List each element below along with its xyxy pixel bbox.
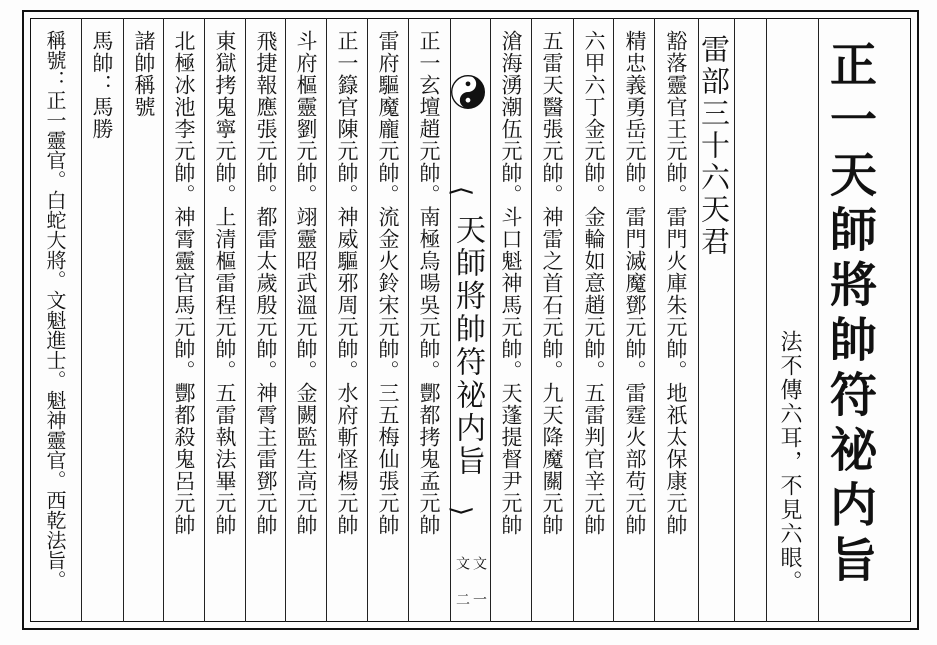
- left-page-label: 文: [454, 556, 470, 570]
- column-rule: [531, 18, 532, 622]
- text-column: 精忠義勇岳元帥。雷門滅魔鄧元帥。雷霆火部苟元帥: [623, 30, 647, 536]
- column-rule: [285, 18, 286, 622]
- column-rule: [326, 18, 327, 622]
- text-column-titles-heading: 諸帥稱號: [132, 30, 156, 118]
- page-title: 正一天師將帥符祕内旨: [822, 40, 877, 590]
- text-column-titles-list: 稱號：正一靈官。白蛇大將。文魁進士。魁神靈官。西乾法旨。: [43, 30, 67, 590]
- column-rule: [734, 18, 735, 622]
- text-column: 正一籙官陳元帥。神威驅邪周元帥。水府斬怪楊元帥: [335, 30, 359, 536]
- text-column: 六甲六丁金元帥。金輪如意趙元帥。五雷判官辛元帥: [582, 30, 606, 536]
- column-rule: [245, 18, 246, 622]
- chevron-top-icon: ⟨: [446, 185, 477, 197]
- column-rule: [613, 18, 614, 622]
- page-subtitle: 法不傳六耳，不見六眼。: [777, 330, 802, 594]
- book-title: 天師將帥符祕内旨: [450, 214, 485, 478]
- text-column: 東獄拷鬼寧元帥。上清樞雷程元帥。五雷執法畢元帥: [213, 30, 237, 536]
- column-rule: [766, 18, 767, 622]
- right-page-number: 一: [471, 592, 487, 606]
- text-column: 滄海湧潮伍元帥。斗口魁神馬元帥。天蓬提督尹元帥: [499, 30, 523, 536]
- yin-yang-icon: [451, 75, 485, 109]
- text-column: 五雷天醫張元帥。神雷之首石元帥。九天降魔關元帥: [540, 30, 564, 536]
- column-rule: [654, 18, 655, 622]
- text-column: 斗府樞靈劉元帥。翊靈昭武溫元帥。金闕監生高元帥: [294, 30, 318, 536]
- column-rule: [408, 18, 409, 622]
- column-rule: [123, 18, 124, 622]
- text-column: 北極冰池李元帥。神霄靈官馬元帥。酆都殺鬼呂元帥: [172, 30, 196, 536]
- column-rule: [367, 18, 368, 622]
- column-rule: [163, 18, 164, 622]
- chevron-bottom-icon: ⟩: [446, 505, 477, 517]
- column-rule: [573, 18, 574, 622]
- column-rule: [490, 18, 491, 622]
- column-rule: [204, 18, 205, 622]
- text-column: 飛捷報應張元帥。都雷太歲殷元帥。神霄主雷鄧元帥: [254, 30, 278, 536]
- text-column: 雷府驅魔龐元帥。流金火鈴宋元帥。三五梅仙張元帥: [376, 30, 400, 536]
- column-rule: [818, 18, 819, 622]
- column-rule: [81, 18, 82, 622]
- section-title: 雷部三十六天君: [697, 34, 731, 258]
- text-column: 正一玄壇趙元帥。南極烏暘吳元帥。酆都拷鬼孟元帥: [417, 30, 441, 536]
- left-page-number: 二: [454, 592, 470, 606]
- text-column-ma: 馬帥：馬勝: [90, 30, 114, 140]
- text-column: 豁落靈官王元帥。雷門火庫朱元帥。地祇太保康元帥: [664, 30, 688, 536]
- right-page-label: 文: [471, 556, 487, 570]
